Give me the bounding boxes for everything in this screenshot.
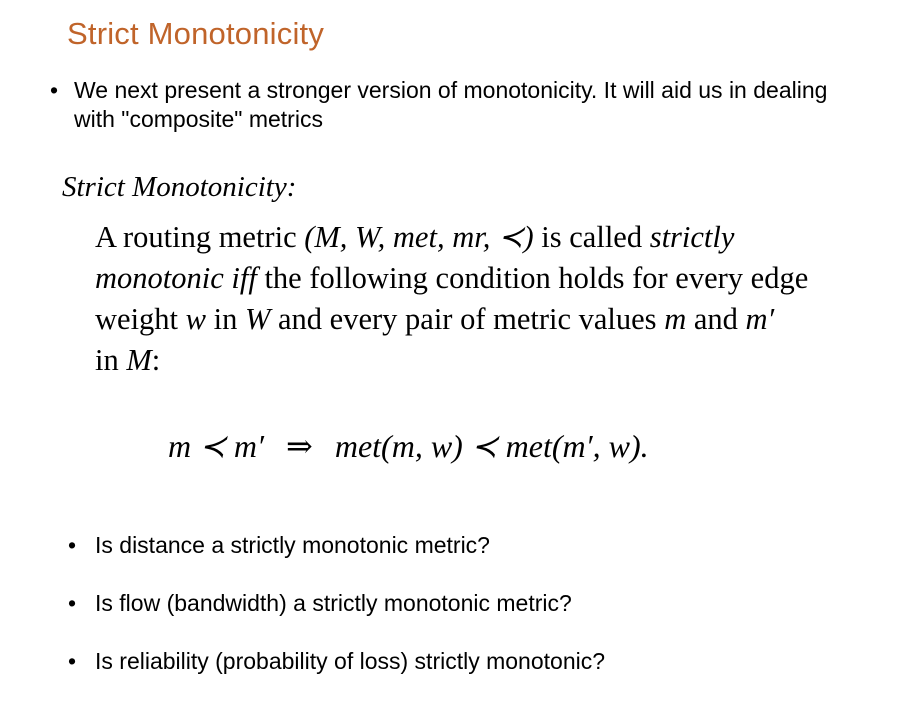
bullet-dot: • xyxy=(68,648,77,674)
strict-monotonicity-formula xyxy=(168,427,649,465)
formula-rhs: met(m, w) ≺ met(m′, w). xyxy=(334,428,649,464)
implies-symbol: ⇒ xyxy=(286,428,313,464)
definition-heading: Strict Monotonicity: xyxy=(62,171,297,203)
symbol-M: M xyxy=(126,343,152,377)
definition-text: in xyxy=(95,343,127,377)
question-text: Is reliability (probability of loss) strictly monotonic? xyxy=(95,648,606,674)
intro-text: We next present a stronger version of monotonicity. It will aid us in dealing with "composite" metrics xyxy=(74,77,828,132)
definition-body xyxy=(95,217,895,381)
definition-text: : xyxy=(151,343,161,377)
definition-text: the following condition holds for every edge xyxy=(256,261,809,295)
definition-text: A routing metric xyxy=(95,220,305,254)
question-item xyxy=(68,647,888,705)
formula-lhs: m ≺ m′ xyxy=(168,428,265,464)
symbol-w: w xyxy=(185,302,206,336)
definition-line-3 xyxy=(95,299,895,340)
question-item xyxy=(68,531,888,589)
definition-text: in xyxy=(205,302,245,336)
symbol-W: W xyxy=(244,302,271,336)
term-monotonic-iff: monotonic iff xyxy=(95,261,257,295)
question-text: Is distance a strictly monotonic metric? xyxy=(95,532,490,558)
metric-tuple: (M, W, met, mr, ≺) xyxy=(304,220,534,254)
bullet-dot: • xyxy=(68,590,77,616)
question-list xyxy=(68,531,888,705)
term-strictly: strictly xyxy=(649,220,735,254)
definition-text: is called xyxy=(533,220,650,254)
bullet-dot: • xyxy=(68,532,77,558)
definition-text: and every pair of metric values xyxy=(270,302,665,336)
symbol-m: m xyxy=(664,302,687,336)
definition-text: and xyxy=(686,302,746,336)
question-text: Is flow (bandwidth) a strictly monotonic metric? xyxy=(95,590,572,616)
definition-line-4 xyxy=(95,340,895,381)
definition-line-1 xyxy=(95,217,895,258)
symbol-m-prime: m′ xyxy=(745,302,775,336)
intro-bullet-item xyxy=(50,76,850,134)
bullet-dot: • xyxy=(50,77,59,103)
definition-line-2 xyxy=(95,258,895,299)
question-item xyxy=(68,589,888,647)
definition-text: weight xyxy=(95,302,186,336)
slide-title: Strict Monotonicity xyxy=(67,16,325,51)
